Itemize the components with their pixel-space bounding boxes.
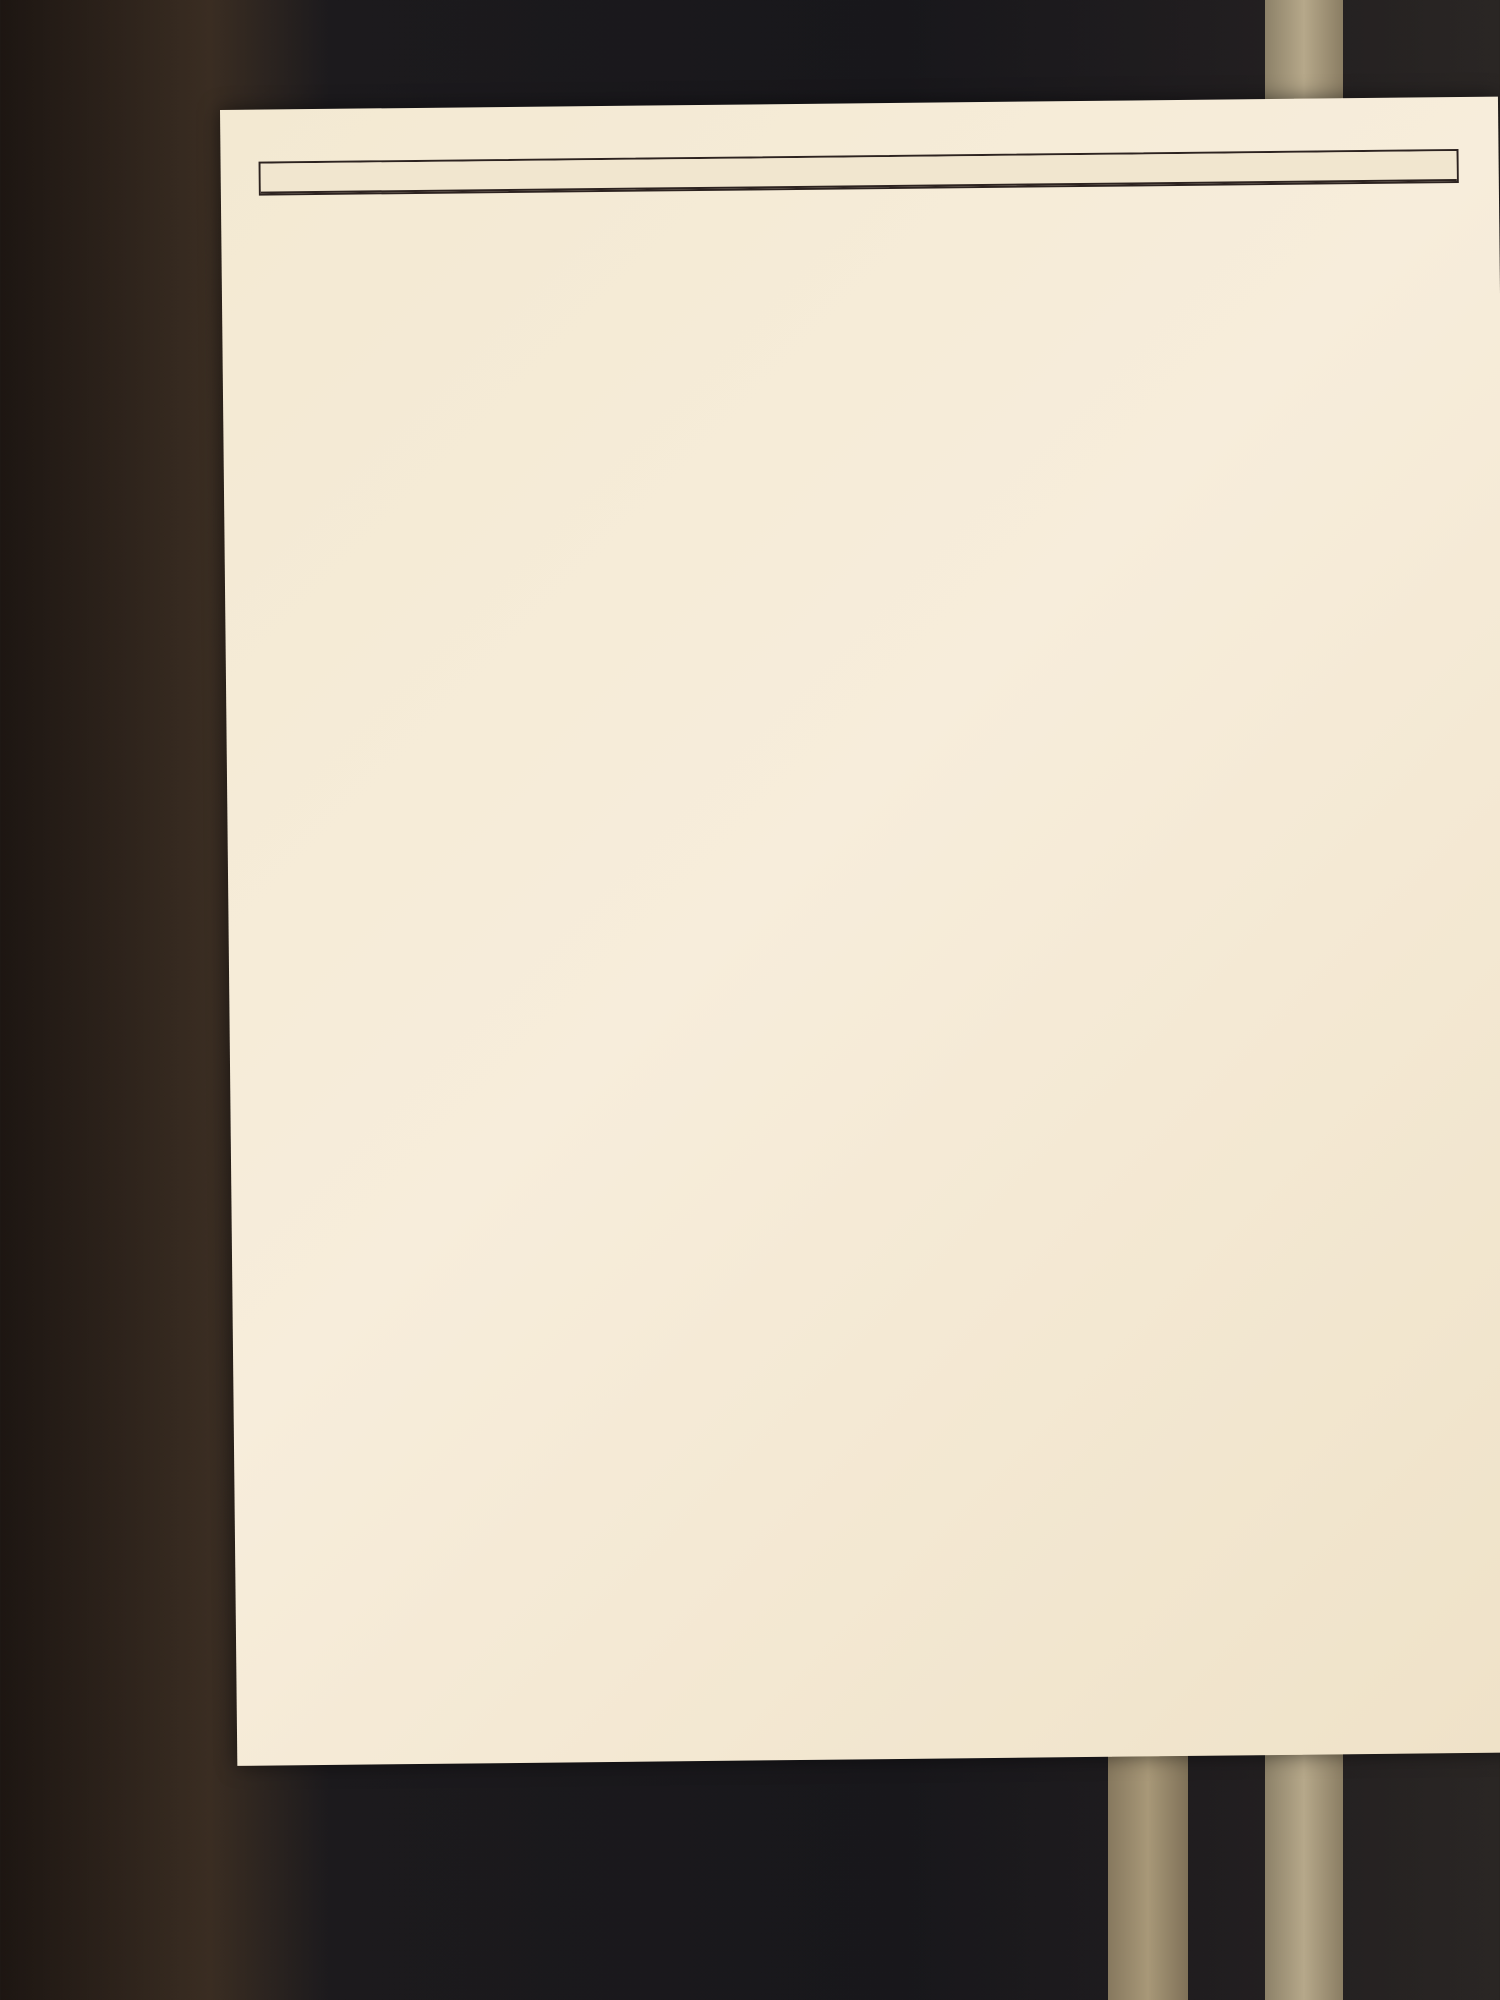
legend xyxy=(1158,127,1416,282)
menu-sheet xyxy=(220,97,1500,1766)
wooden-strip-lower xyxy=(1108,1740,1188,2000)
